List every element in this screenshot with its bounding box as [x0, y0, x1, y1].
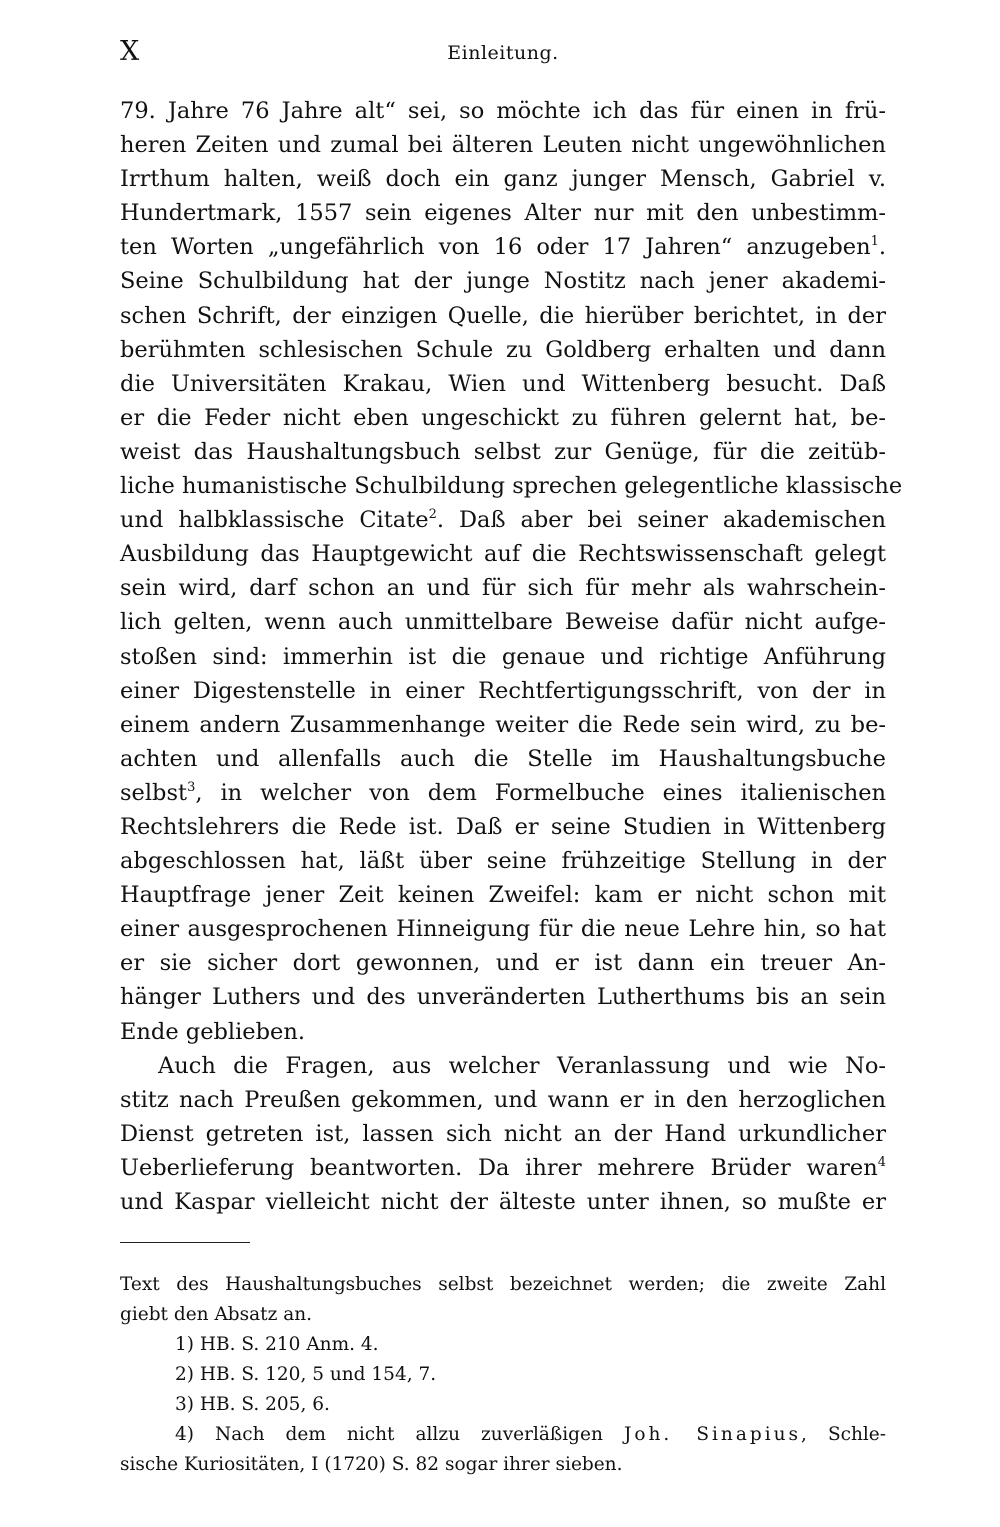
text-line: hänger Luthers und des unveränderten Lutherthums bis an sein [120, 984, 886, 1011]
text-segment: und halbklassische Citate [120, 507, 429, 534]
footnote-2: 2) HB. S. 120, 5 und 154, 7. [175, 1364, 437, 1385]
text-line: weist das Haushaltungsbuch selbst zur Genüge, für die zeitüb- [120, 438, 886, 465]
text-line: die Universitäten Krakau, Wien und Wittenberg besucht. Daß [120, 370, 886, 397]
footnotes [120, 1270, 886, 1480]
text-line: Seine Schulbildung hat der junge Nostitz nach jener akademi- [120, 268, 886, 295]
text-line: stitz nach Preußen gekommen, und wann er in den herzoglichen [120, 1086, 886, 1113]
text-line: einem andern Zusammenhange weiter die Rede sein wird, zu be- [120, 711, 886, 738]
text-line: liche humanistische Schulbildung sprechen gelegentliche klassische [120, 473, 903, 500]
body-text [120, 94, 903, 1219]
footnote-1: 1) HB. S. 210 Anm. 4. [175, 1334, 379, 1355]
footnote-4 [120, 1420, 886, 1450]
text-segment: . Daß aber bei seiner akademischen [436, 507, 886, 534]
text-line: stoßen sind: immerhin ist die genaue und richtige Anführung [120, 643, 886, 670]
text-line: einer Digestenstelle in einer Rechtfertigungsschrift, von der in [120, 677, 886, 704]
text-line: Dienst getreten ist, lassen sich nicht an der Hand urkundlicher [120, 1120, 886, 1147]
text-line [120, 503, 886, 537]
text-line: 79. Jahre 76 Jahre alt“ sei, so möchte ich das für einen in frü- [120, 98, 886, 124]
text-segment: ten Worten „ungefährlich von 16 oder 17 Jahren“ anzugeben [120, 234, 871, 261]
text-line: schen Schrift, der einzigen Quelle, die hierüber berichtet, in der [120, 302, 886, 329]
text-segment: . [878, 234, 886, 261]
text-segment: selbst [120, 779, 188, 806]
author-name: Joh. Sinapius [623, 1424, 802, 1445]
footnote-line: giebt den Absatz an. [120, 1304, 313, 1325]
text-line: sein wird, darf schon an und für sich für mehr als wahrschein- [120, 575, 886, 602]
text-line: berühmten schlesischen Schule zu Goldberg erhalten und dann [120, 336, 886, 363]
footnote-ref-1: 1 [870, 234, 879, 250]
text-line: achten und allenfalls auch die Stelle im Haushaltungsbuche [120, 745, 886, 772]
text-line: einer ausgesprochenen Hinneigung für die neue Lehre hin, so hat [120, 916, 886, 943]
text-line: Ende geblieben. [120, 1018, 305, 1045]
footnote-ref-3: 3 [187, 779, 196, 795]
text-line: Auch die Fragen, aus welcher Veranlassung und wie No- [158, 1052, 886, 1079]
footnote-line: sische Kuriositäten, I (1720) S. 82 sogar ihrer sieben. [120, 1454, 623, 1475]
text-line: Rechtslehrers die Rede ist. Daß er seine Studien in Wittenberg [120, 813, 886, 840]
text-line: er sie sicher dort gewonnen, und er ist dann ein treuer An- [120, 950, 886, 977]
page-number: X [120, 36, 141, 67]
text-line: und Kaspar vielleicht nicht der älteste unter ihnen, so mußte er [120, 1189, 886, 1215]
text-line: Hauptfrage jener Zeit keinen Zweifel: kam er nicht schon mit [120, 882, 886, 909]
text-line: abgeschlossen hat, läßt über seine frühzeitige Stellung in der [120, 848, 886, 875]
footnote-separator [120, 1242, 250, 1243]
text-line [120, 776, 886, 810]
text-line: Hundertmark, 1557 sein eigenes Alter nur mit den unbestimm- [120, 200, 886, 227]
text-line: Irrthum halten, weiß doch ein ganz junger Mensch, Gabriel v. [120, 166, 886, 193]
text-segment: , in welcher von dem Formelbuche eines italienischen [195, 779, 886, 806]
text-line: Ausbildung das Hauptgewicht auf die Rechtswissenschaft gelegt [120, 541, 886, 568]
text-segment: 4) Nach dem nicht allzu zuverläßigen [175, 1424, 603, 1445]
text-segment: , Schle- [801, 1424, 887, 1445]
footnote-ref-4: 4 [877, 1154, 886, 1170]
text-line [120, 1151, 886, 1185]
text-line: lich gelten, wenn auch unmittelbare Beweise dafür nicht aufge- [120, 609, 886, 636]
text-line: heren Zeiten und zumal bei älteren Leuten nicht ungewöhnlichen [120, 132, 886, 159]
page-header [120, 36, 886, 72]
footnote-3: 3) HB. S. 205, 6. [175, 1394, 330, 1415]
text-segment: Ueberlieferung beantworten. Da ihrer mehrere Brüder waren [120, 1154, 878, 1181]
footnote-line: Text des Haushaltungsbuches selbst bezeichnet werden; die zweite Zahl [120, 1274, 886, 1295]
running-head: Einleitung. [447, 42, 559, 64]
text-line [120, 230, 886, 264]
text-line: er die Feder nicht eben ungeschickt zu führen gelernt hat, be- [120, 404, 886, 431]
footnote-ref-2: 2 [428, 507, 437, 523]
